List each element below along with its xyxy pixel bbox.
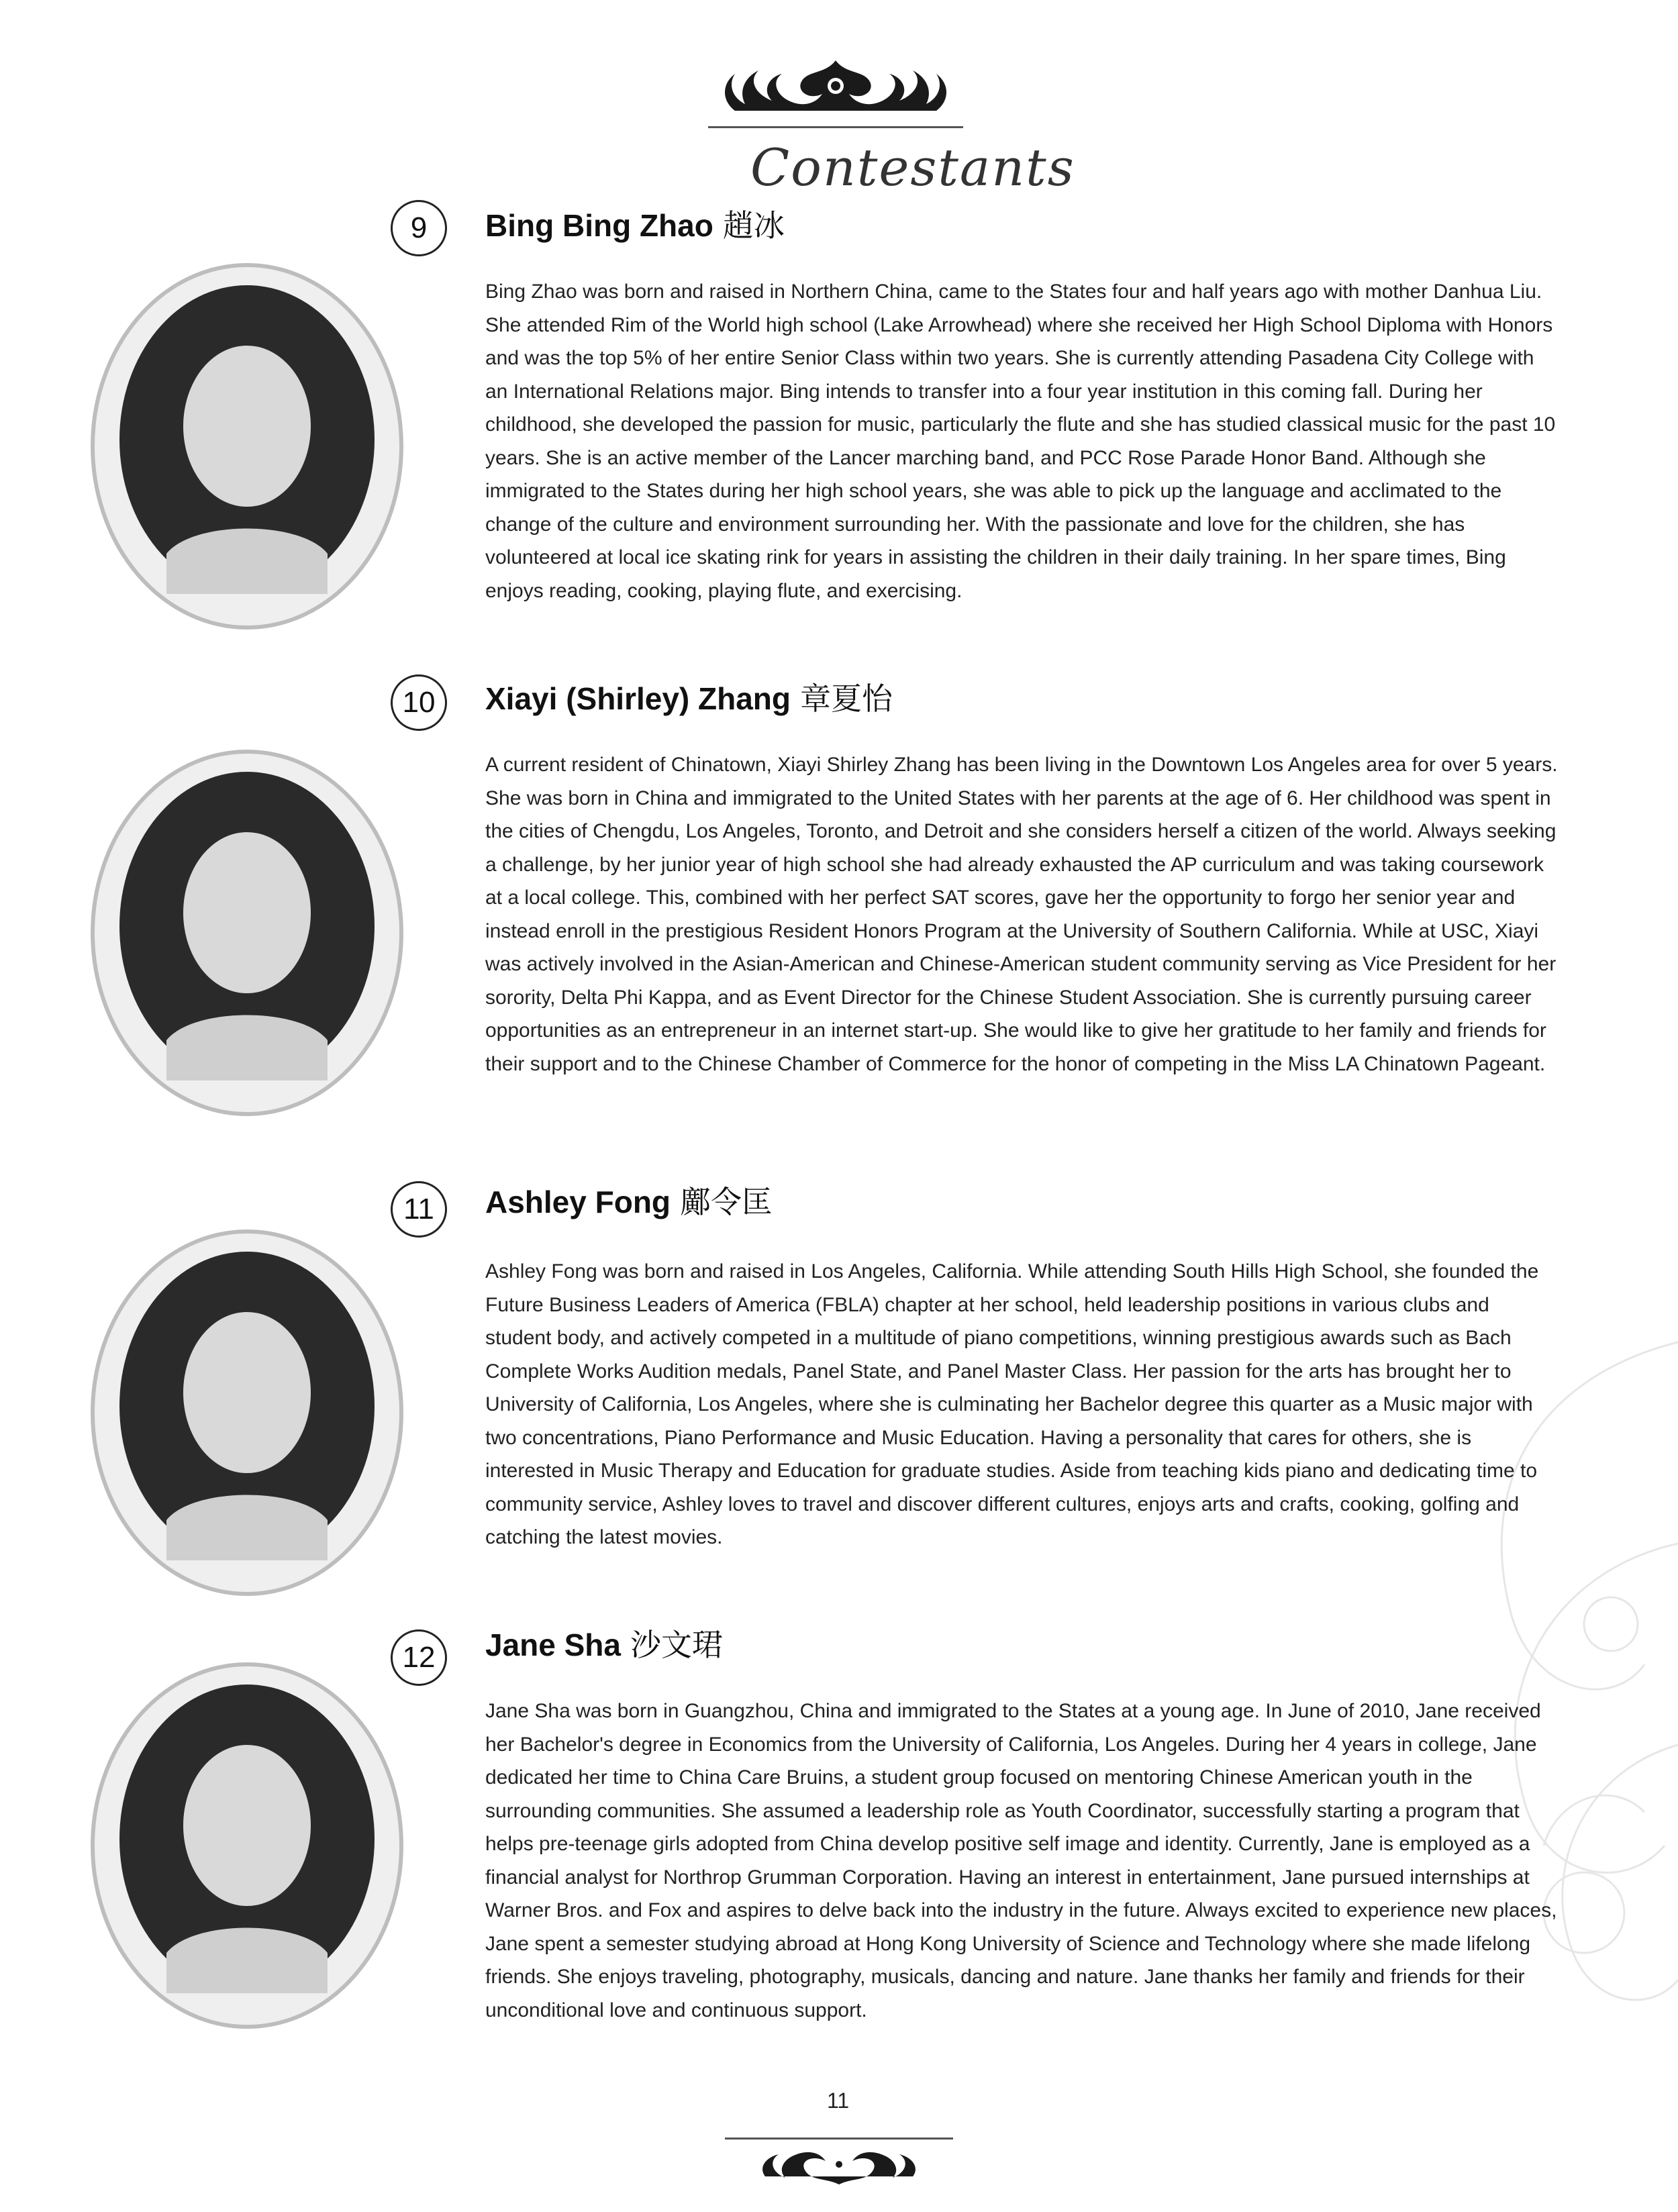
contestant-name-chinese: 鄺令匡 — [680, 1184, 773, 1220]
contestant-portrait-photo — [86, 1225, 408, 1601]
contestant-name — [485, 1621, 723, 1665]
contestant-name-english: Ashley Fong — [485, 1185, 671, 1219]
contestant-name-chinese: 趙冰 — [722, 207, 785, 244]
top-flourish-ornament — [708, 54, 963, 134]
contestant-name — [485, 674, 893, 719]
contestant-number-badge: 9 — [391, 200, 447, 256]
contestant-portrait-photo — [86, 745, 408, 1121]
contestant-portrait-photo — [86, 1658, 408, 2033]
contestant-bio: Bing Zhao was born and raised in Northern China, came to the States four and half years ago with mother Danhua Liu. She attended Rim of the World high school (Lake Arrowhead) where she received her High School Diploma with Honors and was the top 5% of her entire Senior Class within two years. She is currently attending Pasadena City College with an International Relations major. Bing intends to transfer into a four year institution in this coming fall. During her childhood, she developed the passion for music, particularly the flute and she has studied classical music for the past 10 years. She is an active member of the Lancer marching band, and PCC Rose Parade Honor Band. Although she immigrated to the States during her high school years, she was able to pick up the language and acclimated to the change of the culture and environment surrounding her. With the passionate and love for the children, she has volunteered at local ice skating rink for years in assisting the children in their daily training. In her spare times, Bing enjoys reading, cooking, playing flute, and exercising. — [485, 281, 1556, 602]
contestant-name — [485, 1178, 773, 1222]
contestant-name-chinese: 沙文珺 — [630, 1627, 723, 1663]
contestant-number-badge: 10 — [391, 674, 447, 731]
contestant-name-english: Bing Bing Zhao — [485, 208, 713, 243]
contestant-name-chinese: 章夏怡 — [800, 681, 893, 717]
page-number: 11 — [827, 2089, 850, 2113]
section-title: Contestants — [750, 138, 1075, 197]
contestant-name-english: Xiayi (Shirley) Zhang — [485, 681, 791, 716]
contestant-number-badge: 11 — [391, 1181, 447, 1238]
bottom-flourish-ornament — [725, 2131, 953, 2191]
contestant-number-badge: 12 — [391, 1629, 447, 1686]
contestant-bio: A current resident of Chinatown, Xiayi Shirley Zhang has been living in the Downtown Los Angeles area for over 5 years. She was born in China and immigrated to the United States with her parents at the age of 6. Her childhood was spent in the cities of Chengdu, Los Angeles, Toronto, and Detroit and she considers herself a citizen of the world. Always seeking a challenge, by her junior year of high school she had already exhausted the AP curriculum and was taking coursework at a local college. This, combined with her perfect SAT scores, gave her the opportunity to forgo her senior year and instead enroll in the prestigious Resident Honors Program at the University of Southern California. While at USC, Xiayi was actively involved in the Asian-American and Chinese-American student community serving as Vice President for her sorority, Delta Phi Kappa, and as Event Director for the Chinese Student Association. She is currently pursuing career opportunities as an entrepreneur in an internet start-up. She would like to give her gratitude to her family and friends for their support and to the Chinese Chamber of Commerce for the honor of competing in the Miss LA Chinatown Pageant. — [485, 754, 1558, 1075]
contestant-bio: Jane Sha was born in Guangzhou, China and immigrated to the States at a young age. In June of 2010, Jane received her Bachelor's degree in Economics from the University of California, Los Angeles. During her 4 years in college, Jane dedicated her time to China Care Bruins, a student group focused on mentoring Chinese American youth in the surrounding communities. She assumed a leadership role as Youth Coordinator, successfully starting a program that helps pre-teenage girls adopted from China develop positive self image and identity. Currently, Jane is employed as a financial analyst for Northrop Grumman Corporation. Having an interest in entertainment, Jane pursued internships at Warner Bros. and Fox and aspires to delve back into the industry in the future. Always excited to experience new places, Jane spent a semester studying abroad at Hong Kong University of Science and Technology where she made lifelong friends. She enjoys traveling, photography, musicals, dancing and nature. Jane thanks her family and friends for their unconditional love and continuous support. — [485, 1700, 1557, 2021]
contestant-name — [485, 201, 785, 246]
contestant-portrait-photo — [86, 258, 408, 634]
contestant-bio: Ashley Fong was born and raised in Los Angeles, California. While attending South Hills High School, she founded the Future Business Leaders of America (FBLA) chapter at her school, held leadership positions in various clubs and student body, and actively competed in a multitude of piano competitions, winning prestigious awards such as Bach Complete Works Audition medals, Panel State, and Panel Master Class. Her passion for the arts has brought her to University of California, Los Angeles, where she is culminating her Bachelor degree this quarter as a Music major with two concentrations, Piano Performance and Music Education. Having a personality that cares for others, she is interested in Music Therapy and Education for graduate studies. Aside from teaching kids piano and dedicating time to community service, Ashley loves to travel and discover different cultures, enjoys arts and crafts, cooking, golfing and catching the latest movies. — [485, 1260, 1539, 1548]
contestant-name-english: Jane Sha — [485, 1627, 621, 1662]
